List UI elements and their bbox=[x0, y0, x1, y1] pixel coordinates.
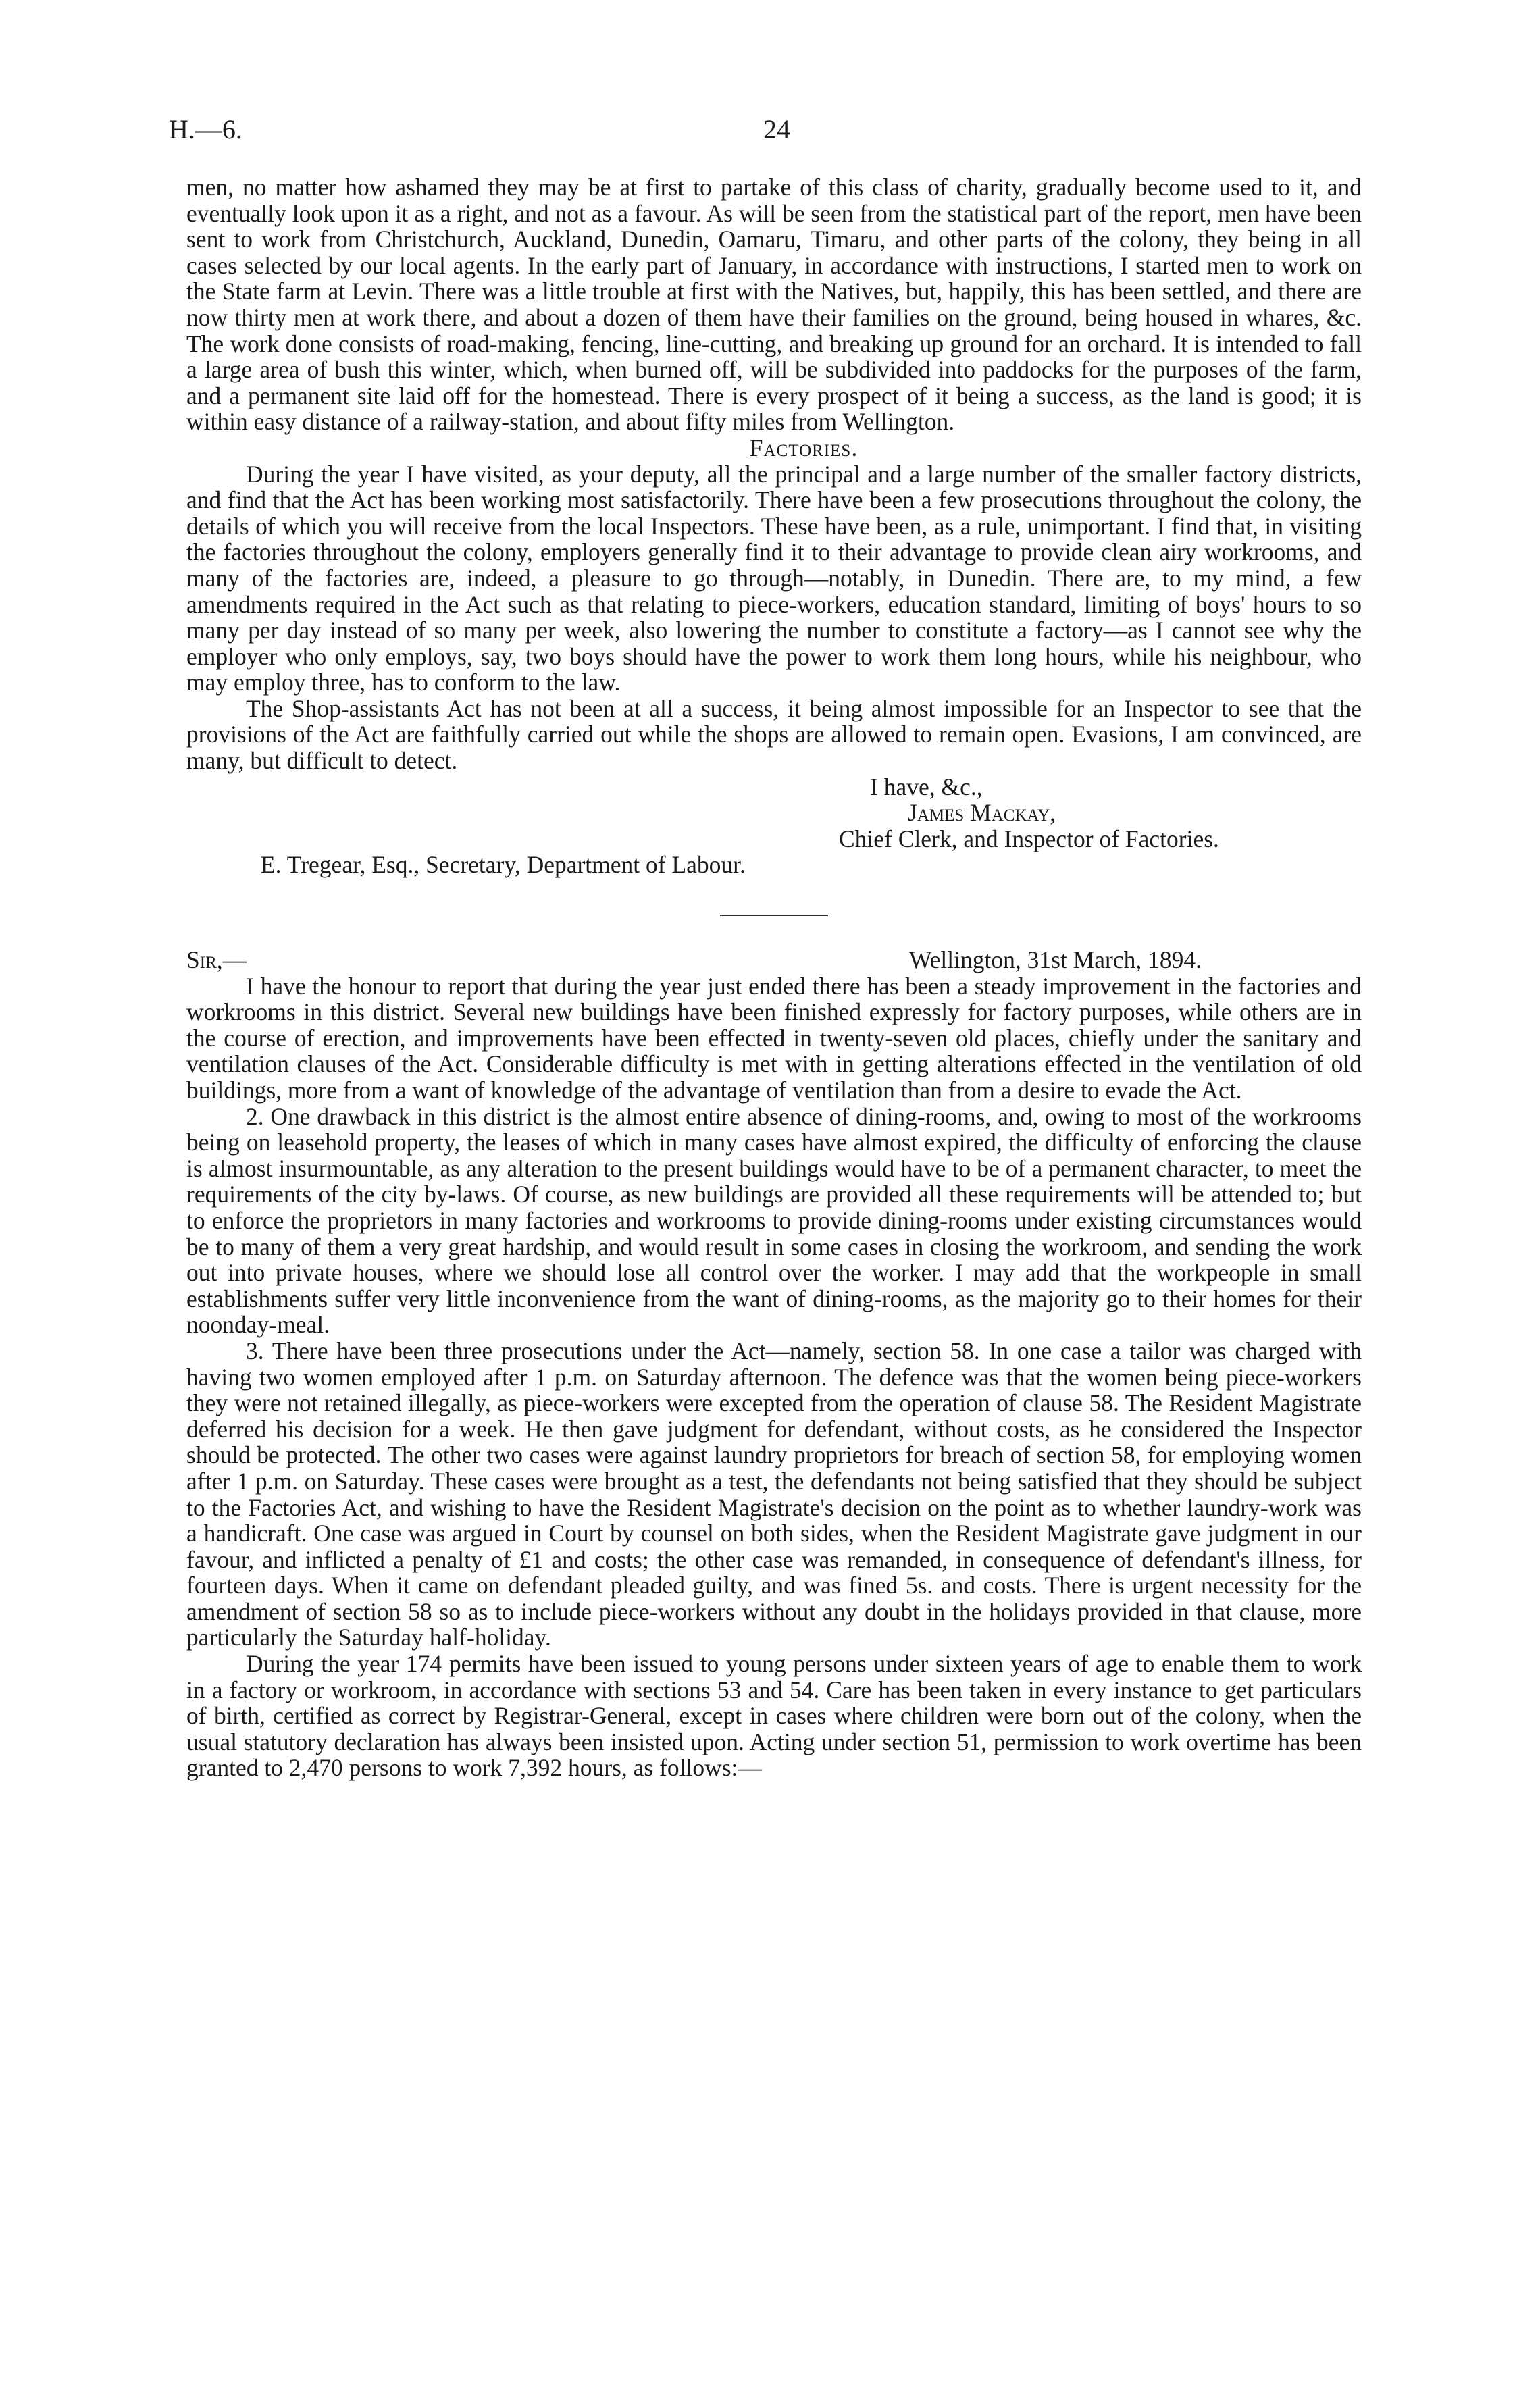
page-number: 24 bbox=[763, 114, 790, 145]
document-reference: H.—6. bbox=[169, 114, 242, 145]
paragraph: 3. There have been three prosecutions under the Act—namely, section 58. In one case a tailor was charged with having two women employed after 1 p.m. on Saturday afternoon. The defence was that the women being piece-workers they were not retained illegally, as piece-workers were excepted from the operation of clause 58. The Resident Magistrate deferred his decision for a week. He then gave judgment for defendant, without costs, as he considered the Inspector should be protected. The other two cases were against laundry proprietors for breach of section 58, for employing women after 1 p.m. on Saturday. These cases were brought as a test, the defendants not being satisfied that they should be subject to the Factories Act, and wishing to have the Resident Magistrate's decision on the point as to whether laundry-work was a handicraft. One case was argued in Court by counsel on both sides, when the Resident Magistrate gave judgment in our favour, and inflicted a penalty of £1 and costs; the other case was remanded, in consequence of defendant's illness, for fourteen days. When it came on defendant pleaded guilty, and was fined 5s. and costs. There is urgent necessity for the amendment of section 58 so as to include piece-workers without any doubt in the holidays provided in that clause, more particularly the Saturday half-holiday. bbox=[186, 1337, 1362, 1651]
paragraph: The Shop-assistants Act has not been at all a success, it being almost impossible for an Inspector to see that the provisions of the Act are faithfully carried out while the shops are allowed to remain open. Evasions, I am convinced, are many, but difficult to detect. bbox=[186, 694, 1362, 775]
signature-block bbox=[186, 774, 1362, 852]
signatory-title: Chief Clerk, and Inspector of Factories. bbox=[839, 825, 1219, 852]
paragraph: 2. One drawback in this district is the almost entire absence of dining-rooms, and, owing to most of the workrooms being on leasehold property, the leases of which in many cases have almost expired, the difficulty of enforcing the clause is almost insurmountable, as any alteration to the present buildings would have to be of a permanent character, to meet the requirements of the city by-laws. Of course, as new buildings are provided all these requirements will be attended to; but to enforce the proprietors in many factories and workrooms to provide dining-rooms under existing circumstances would be to many of them a very great hardship, and would result in some cases in closing the workroom, and sending the work out into private houses, where we should lose all control over the worker. I may add that the workpeople in small establishments suffer very little inconvenience from the want of dining-rooms, as the majority go to their homes for their noonday-meal. bbox=[186, 1102, 1362, 1339]
body-text bbox=[186, 174, 1362, 1781]
closing: I have, &c., bbox=[870, 773, 983, 800]
date-line: Wellington, 31st March, 1894. bbox=[909, 946, 1202, 974]
paragraph: men, no matter how ashamed they may be at first to partake of this class of charity, gradually become used to it, and eventually look upon it as a right, and not as a favour. As will be seen from the statistical part of the report, men have been sent to work from Christchurch, Auckland, Dunedin, Oamaru, Timaru, and other parts of the colony, they being in all cases selected by our local agents. In the early part of January, in accordance with instructions, I started men to work on the State farm at Levin. There was a little trouble at first with the Natives, but, happily, this has been settled, and there are now thirty men at work there, and about a dozen of them have their families on the ground, being housed in whares, &c. The work done consists of road-making, fencing, line-cutting, and breaking up ground for an orchard. It is intended to fall a large area of bush this winter, which, when burned off, will be subdivided into paddocks for the purposes of the farm, and a permanent site laid off for the homestead. There is every prospect of it being a success, as the land is good; it is within easy distance of a railway-station, and about fifty miles from Wellington. bbox=[186, 174, 1362, 436]
section-divider bbox=[720, 915, 828, 916]
letter-opening bbox=[186, 947, 1362, 973]
section-heading: Factories. bbox=[749, 434, 858, 461]
page-header bbox=[169, 113, 1371, 154]
paragraph: During the year I have visited, as your deputy, all the principal and a large number of the smaller factory districts, and find that the Act has been working most satisfactorily. There have been a few prosecutions throughout the colony, the details of which you will receive from the local Inspectors. These have been, as a rule, unimportant. I find that, in visiting the factories throughout the colony, employers generally find it to their advantage to provide clean airy workrooms, and many of the factories are, indeed, a pleasure to go through—notably, in Dunedin. There are, to my mind, a few amendments required in the Act such as that relating to piece-workers, education standard, limiting of boys' hours to so many per day instead of so many per week, also lowering the number to constitute a factory—as I cannot see why the employer who only employs, say, two boys should have the power to work them long hours, while his neighbour, who may employ three, has to conform to the law. bbox=[186, 460, 1362, 696]
addressee: E. Tregear, Esq., Secretary, Department of Labour. bbox=[261, 851, 746, 879]
paragraph: During the year 174 permits have been issued to young persons under sixteen years of age to enable them to work in a factory or workroom, in accordance with sections 53 and 54. Care has been taken in every instance to get particulars of birth, certified as correct by Registrar-General, except in cases where children were born out of the colony, when the usual statutory declaration has always been insisted upon. Acting under section 51, permission to work overtime has been granted to 2,470 persons to work 7,392 hours, as follows:— bbox=[186, 1650, 1362, 1782]
paragraph: I have the honour to report that during the year just ended there has been a steady improvement in the factories and workrooms in this district. Several new buildings have been finished expressly for factory purposes, while others are in the course of erection, and improvements have been effected in twenty-seven old places, chiefly under the sanitary and ventilation clauses of the Act. Considerable difficulty is met with in getting alterations effected in the ventilation of old buildings, more from a want of knowledge of the advantage of ventilation than from a desire to evade the Act. bbox=[186, 972, 1362, 1104]
signatory-name: James Mackay, bbox=[908, 799, 1056, 827]
salutation: Sir,— bbox=[186, 946, 247, 974]
